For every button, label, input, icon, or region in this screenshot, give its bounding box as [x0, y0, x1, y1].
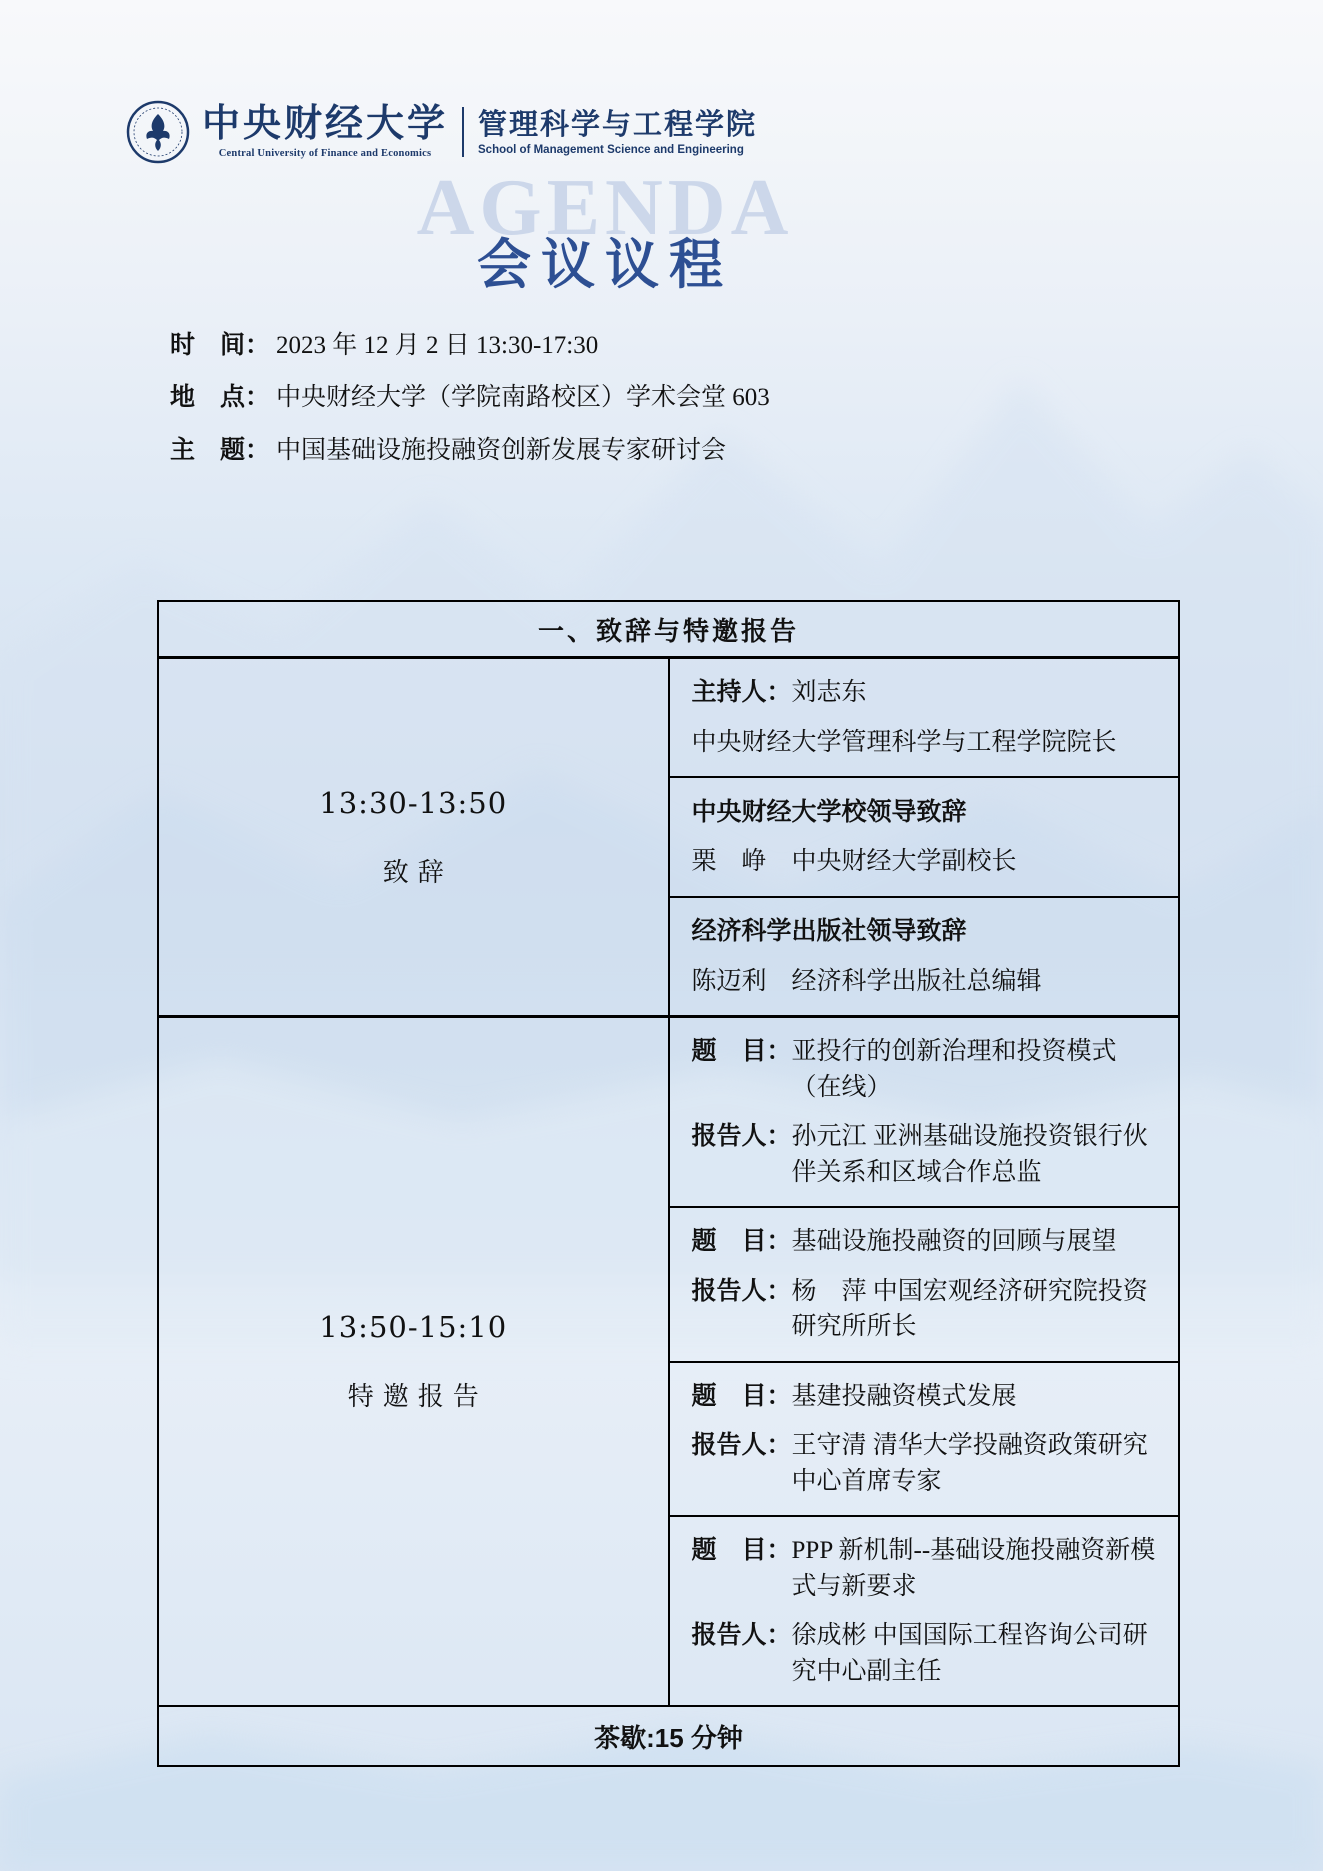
item-line [692, 1274, 1161, 1345]
session-1-name: 致辞 [382, 857, 453, 887]
speech-speaker: 栗 峥 中央财经大学副校长 [691, 848, 1017, 875]
session-1-item-2 [669, 777, 1180, 897]
item-line [692, 725, 1161, 761]
session-1-time-cell [158, 658, 669, 1017]
speaker-label: 报告人： [691, 1276, 792, 1305]
item-line [692, 964, 1161, 1000]
topic-text: 基建投融资模式发展 [791, 1382, 1017, 1410]
university-seal-icon [126, 100, 190, 164]
speaker-text: 孙元江 亚洲基础设施投资银行伙伴关系和区域合作总监 [791, 1123, 1148, 1186]
item-line [692, 914, 1161, 950]
school-name-cn: 管理科学与工程学院 [478, 108, 758, 141]
item-line [692, 1034, 1161, 1105]
meta-row-location [170, 382, 770, 413]
speaker-text: 徐成彬 中国国际工程咨询公司研究中心副主任 [791, 1622, 1148, 1685]
meta-row-time [170, 330, 770, 361]
agenda-watermark-title: AGENDA [416, 164, 794, 252]
school-name-en: School of Management Science and Engineering [478, 144, 744, 157]
item-line [692, 1119, 1161, 1190]
session-2-item-4 [669, 1516, 1180, 1706]
meta-location-value: 中央财经大学（学院南路校区）学术会堂 603 [276, 384, 770, 412]
agenda-table [157, 600, 1180, 1767]
meta-row-topic [170, 435, 770, 466]
item-line [692, 1533, 1161, 1604]
topic-label: 题 目： [691, 1037, 792, 1065]
speech-heading: 经济科学出版社领导致辞 [691, 917, 967, 945]
topic-label: 题 目： [691, 1381, 792, 1410]
meta-time-label: 时 间： [170, 331, 271, 359]
speech-speaker: 陈迈利 经济科学出版社总编辑 [691, 967, 1042, 995]
speech-heading: 中央财经大学校领导致辞 [691, 797, 967, 826]
item-line [692, 1379, 1161, 1415]
topic-text: 亚投行的创新治理和投资模式（在线） [791, 1038, 1117, 1101]
university-name-en: Central University of Finance and Economics [218, 147, 432, 159]
speaker-label: 报告人： [691, 1122, 792, 1150]
university-name-cn: 中央财经大学 [202, 103, 449, 146]
topic-label: 题 目： [691, 1227, 792, 1255]
topic-text: 基础设施投融资的回顾与展望 [791, 1228, 1117, 1255]
agenda-title-cn: 会议议程 [477, 235, 733, 295]
speaker-label: 报告人： [691, 1431, 792, 1459]
item-line [692, 1224, 1161, 1260]
item-line [692, 844, 1161, 880]
speaker-text: 杨 萍 中国宏观经济研究院投资研究所所长 [791, 1277, 1148, 1340]
host-title: 中央财经大学管理科学与工程学院院长 [691, 728, 1117, 756]
item-line [692, 675, 1161, 711]
speaker-label: 报告人： [691, 1621, 792, 1649]
speaker-text: 王守清 清华大学投融资政策研究中心首席专家 [791, 1432, 1148, 1495]
meta-topic-label: 主 题： [170, 435, 271, 464]
topic-text: PPP 新机制--基础设施投融资新模式与新要求 [791, 1537, 1156, 1600]
session-2-item-3 [669, 1362, 1180, 1517]
meta-time-value: 2023 年 12 月 2 日 13:30-17:30 [276, 332, 599, 359]
host-name: 刘志东 [791, 679, 867, 706]
header-brand [126, 100, 757, 164]
host-label: 主持人： [691, 678, 792, 706]
item-line [692, 1618, 1161, 1689]
item-line [692, 1428, 1161, 1499]
brand-divider [462, 107, 464, 157]
session-2-name: 特邀报告 [347, 1382, 488, 1411]
topic-label: 题 目： [691, 1536, 792, 1564]
school-name-block [478, 108, 757, 157]
session-2-time: 13:50-15:10 [319, 1310, 508, 1344]
session-2-item-1 [669, 1017, 1180, 1208]
session-2-time-cell [158, 1017, 669, 1707]
meeting-meta [170, 330, 770, 487]
title-block [0, 164, 1210, 299]
session-1-item-3 [669, 897, 1180, 1017]
session-1-time: 13:30-13:50 [319, 785, 508, 820]
meta-topic-value: 中国基础设施投融资创新发展专家研讨会 [276, 436, 727, 464]
session-2-item-2 [669, 1207, 1180, 1362]
section-header-cell: 一、致辞与特邀报告 [158, 601, 1179, 658]
item-line [692, 795, 1161, 831]
meta-location-label: 地 点： [170, 383, 271, 412]
session-1-item-1 [669, 658, 1180, 778]
tea-break-cell: 茶歇:15 分钟 [158, 1706, 1179, 1766]
university-name-block [202, 105, 448, 159]
